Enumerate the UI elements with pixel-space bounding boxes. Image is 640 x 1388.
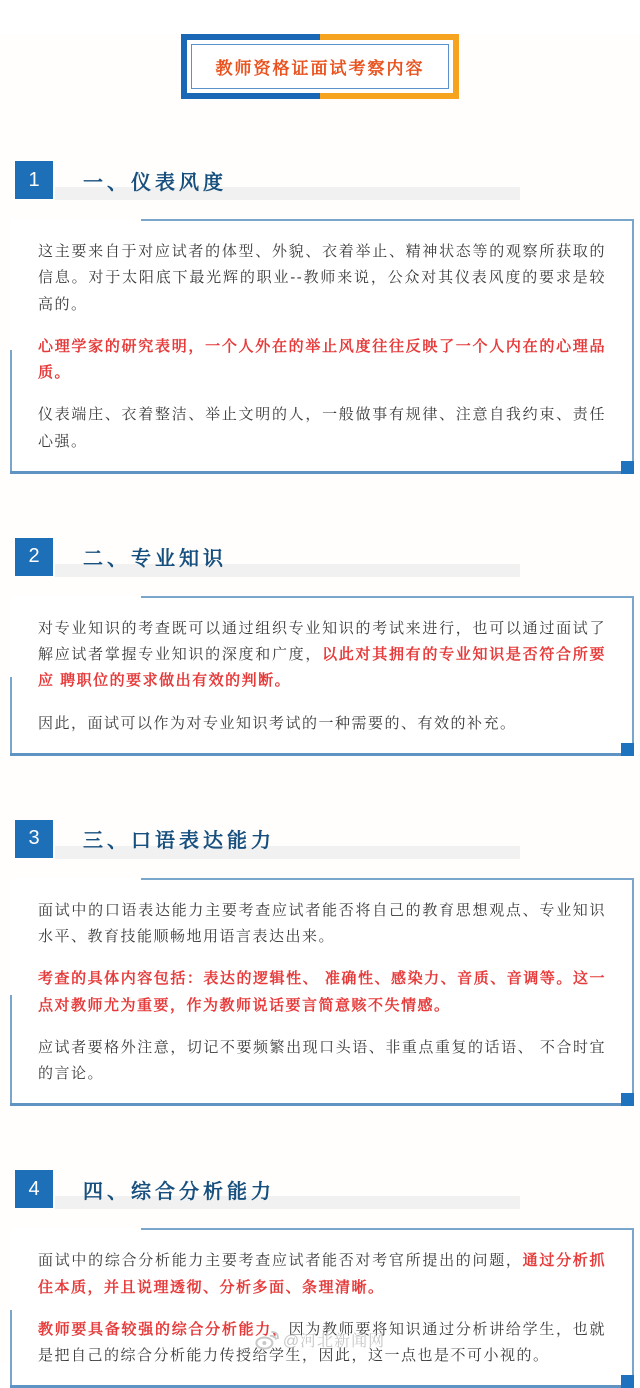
page-title: 教师资格证面试考察内容 xyxy=(191,44,449,89)
section-4 xyxy=(0,1170,640,1388)
text-run: 应试者要格外注意，切记不要频繁出现口头语、非重点重复的话语、 不合时宜的言论。 xyxy=(38,1038,606,1082)
section-heading: 二、专业知识 xyxy=(83,548,227,571)
paragraph xyxy=(38,616,606,695)
content-box xyxy=(10,219,634,474)
paragraph xyxy=(38,966,606,1019)
section-2 xyxy=(0,538,640,756)
section-header xyxy=(15,820,640,858)
paragraph xyxy=(38,402,606,455)
weibo-icon xyxy=(255,1330,279,1350)
corner-square-decoration xyxy=(621,1375,634,1388)
paragraph xyxy=(38,1248,606,1301)
text-run: 因此，面试可以作为对专业知识考试的一种需要的、有效的补充。 xyxy=(38,714,517,732)
section-heading: 四、综合分析能力 xyxy=(83,1180,275,1203)
section-number-badge: 3 xyxy=(15,820,53,858)
text-run: 考查的具体内容包括：表达的逻辑性、 准确性、感染力、音质、音调等。这一点对教师尤为重要，作为教师说话要言简意赅不失情感。 xyxy=(38,970,606,1014)
paragraph xyxy=(38,898,606,951)
text-run: 通过分析抓住本质，并且说理透彻、分析多面、条理清晰。 xyxy=(38,1252,606,1296)
section-3 xyxy=(0,820,640,1107)
section-header xyxy=(15,1170,640,1208)
title-banner xyxy=(181,34,459,99)
content-box xyxy=(10,1228,634,1388)
section-number-badge: 4 xyxy=(15,1170,53,1208)
corner-square-decoration xyxy=(621,461,634,474)
section-header xyxy=(15,161,640,199)
text-run: 面试中的口语表达能力主要考查应试者能否将自己的教育思想观点、专业知识水平、教育技能顺畅地用语言表达出来。 xyxy=(38,901,606,945)
text-run: 仪表端庄、衣着整洁、举止文明的人，一般做事有规律、注意自我约束、责任心强。 xyxy=(38,406,606,450)
text-run: 因为教师要将知识通过分析讲给学生，也就是把自己的综合分析能力传授给学生，因此，这一点也是不可小视的。 xyxy=(38,1320,606,1364)
section-number-badge: 2 xyxy=(15,538,53,576)
section-header xyxy=(15,538,640,576)
section-number-badge: 1 xyxy=(15,161,53,199)
text-run: 面试中的综合分析能力主要考查应试者能否对考官所提出的问题， xyxy=(38,1252,523,1270)
text-run: 以此对其拥有的专业知识是否符合所要应 聘职位的要求做出有效的判断。 xyxy=(38,646,606,690)
paragraph xyxy=(38,239,606,318)
paragraph xyxy=(38,334,606,387)
corner-square-decoration xyxy=(621,743,634,756)
text-run: 心理学家的研究表明，一个人外在的举止风度往往反映了一个人内在的心理品质。 xyxy=(38,337,606,381)
sections-container xyxy=(0,161,640,1388)
text-run: 教师要具备较强的综合分析能力， xyxy=(38,1320,289,1338)
paragraph xyxy=(38,711,606,737)
section-heading: 一、仪表风度 xyxy=(83,171,227,194)
watermark xyxy=(255,1328,385,1351)
section-1 xyxy=(0,161,640,474)
watermark-text: @河北新闻网 xyxy=(282,1333,386,1350)
paragraph xyxy=(38,1035,606,1088)
poster xyxy=(0,34,640,1363)
content-box xyxy=(10,878,634,1107)
title-banner-inner-frame xyxy=(187,40,453,93)
text-run: 对专业知识的考查既可以通过组织专业知识的考试来进行，也可以通过面试了解应试者掌握专业知识的深度和广度， xyxy=(38,619,606,663)
corner-square-decoration xyxy=(621,1093,634,1106)
content-box xyxy=(10,596,634,756)
text-run: 这主要来自于对应试者的体型、外貌、衣着举止、精神状态等的观察所获取的信息。对于太阳底下最光辉的职业--教师来说，公众对其仪表风度的要求是较高的。 xyxy=(38,243,606,313)
section-heading: 三、口语表达能力 xyxy=(83,830,275,853)
